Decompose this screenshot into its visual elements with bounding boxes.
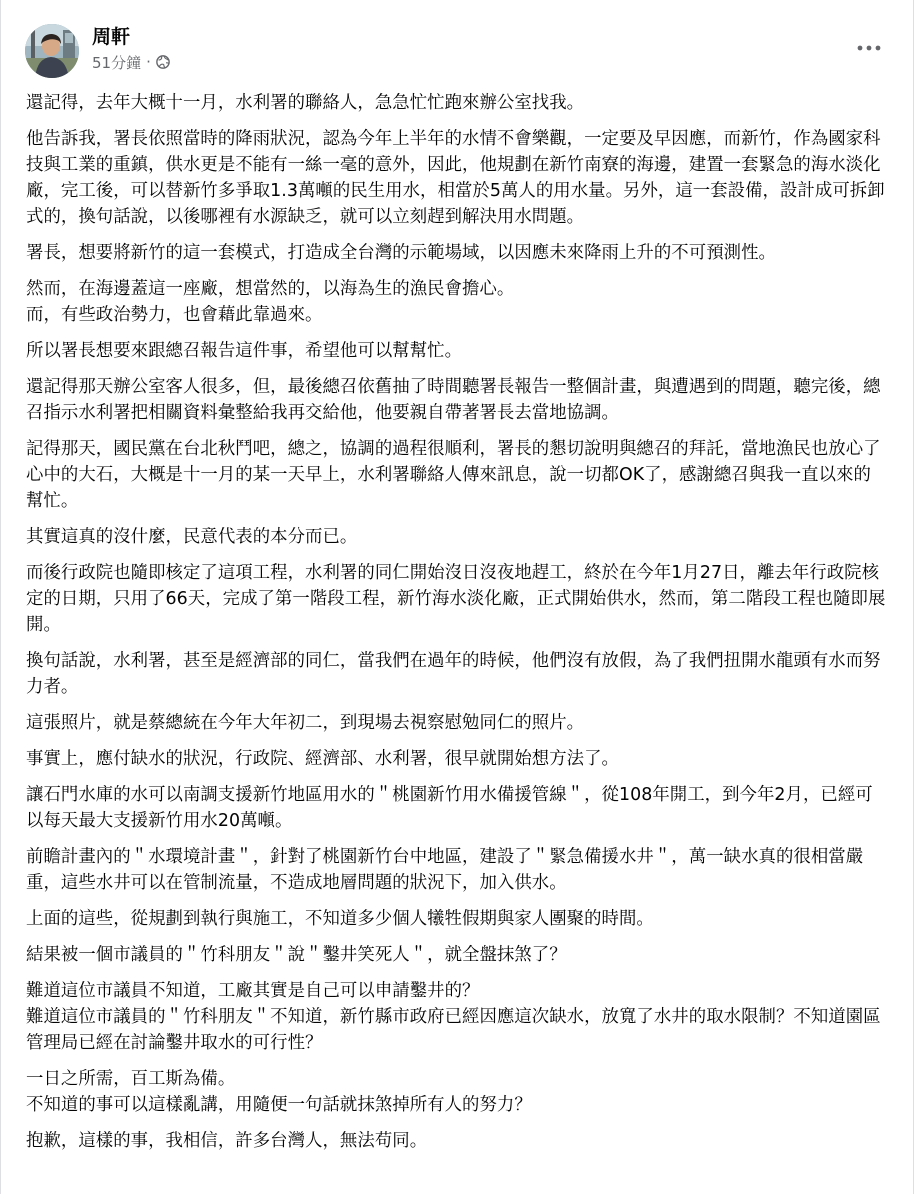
post-paragraph: 前瞻計畫內的＂水環境計畫＂，針對了桃園新竹台中地區，建設了＂緊急備援水井＂，萬一缺水真的很相當嚴重，這些水井可以在管制流量，不造成地層問題的狀況下，加入供水。 [26, 847, 864, 893]
post-paragraph: 換句話說，水利署，甚至是經濟部的同仁，當我們在過年的時候，他們沒有放假，為了我們扭開水龍頭有水而努力者。 [26, 651, 881, 697]
post-paragraph: 讓石門水庫的水可以南調支援新竹地區用水的＂桃園新竹用水備援管線＂，從108年開工，到今年2月，已經可以每天最大支援新竹用水20萬噸。 [26, 785, 873, 831]
post-paragraph: 難道這位市議員不知道，工廠其實是自己可以申請鑿井的？ 難道這位市議員的＂竹科朋友＂不知道，新竹縣市政府已經因應這次缺水，放寬了水井的取水限制？不知道園區管理局已經在討論鑿井取水的可行性？ [26, 981, 881, 1053]
post-paragraph: 其實這真的沒什麼，民意代表的本分而已。 [26, 527, 358, 547]
post-paragraph: 還記得，去年大概十一月，水利署的聯絡人，急急忙忙跑來辦公室找我。 [26, 93, 585, 113]
post-paragraph: 署長，想要將新竹的這一套模式，打造成全台灣的示範場域，以因應未來降雨上升的不可預測性。 [26, 243, 776, 263]
post-paragraph: 抱歉，這樣的事，我相信，許多台灣人，無法苟同。 [26, 1131, 428, 1151]
post-header [1, 0, 913, 88]
post-paragraph: 一日之所需，百工斯為備。 不知道的事可以這樣亂講，用隨便一句話就抹煞掉所有人的努力？ [26, 1069, 532, 1115]
post-meta [92, 52, 170, 72]
avatar[interactable] [25, 24, 79, 78]
post-paragraph: 記得那天，國民黨在台北秋鬥吧，總之，協調的過程很順利，署長的懇切說明與總召的拜託，當地漁民也放心了心中的大石，大概是十一月的某一天早上，水利署聯絡人傳來訊息，說一切都OK了，感謝總召與我一直以來的幫忙。 [26, 439, 881, 511]
post-paragraph: 結果被一個市議員的＂竹科朋友＂說＂鑿井笑死人＂，就全盤抹煞了？ [26, 945, 567, 965]
post-paragraph: 事實上，應付缺水的狀況，行政院、經濟部、水利署，很早就開始想方法了。 [26, 749, 619, 769]
avatar-photo [25, 24, 79, 78]
post-paragraph: 而後行政院也隨即核定了這項工程，水利署的同仁開始沒日沒夜地趕工，終於在今年1月27日，離去年行政院核定的日期，只用了66天，完成了第一階段工程，新竹海水淡化廠，正式開始供水，然而，第二階段工程也隨即展開。 [26, 563, 886, 635]
post-paragraph: 他告訴我，署長依照當時的降雨狀況，認為今年上半年的水情不會樂觀，一定要及早因應，而新竹，作為國家科技與工業的重鎮，供水更是不能有一絲一毫的意外，因此，他規劃在新竹南寮的海邊，建置一套緊急的海水淡化廠，完工後，可以替新竹多爭取1.3萬噸的民生用水，相當於5萬人的用水量。另外，這一套設備，設計成可拆卸式的，換句話說，以後哪裡有水源缺乏，就可以立刻趕到解決用水問題。 [26, 129, 885, 227]
post-paragraph: 所以署長想要來跟總召報告這件事，希望他可以幫幫忙。 [26, 341, 463, 361]
more-options-button[interactable] [851, 30, 887, 66]
post-paragraph: 還記得那天辦公室客人很多，但，最後總召依舊抽了時間聽署長報告一整個計畫，與遭遇到的問題，聽完後，總召指示水利署把相關資料彙整給我再交給他，他要親自帶著署長去當地協調。 [26, 377, 881, 423]
post-paragraph: 這張照片，就是蔡總統在今年大年初二，到現場去視察慰勉同仁的照片。 [26, 713, 585, 733]
post-body [26, 90, 888, 1164]
globe-icon[interactable] [156, 55, 170, 69]
author-name[interactable]: 周軒 [92, 26, 131, 48]
post-timestamp[interactable]: 51分鐘 [92, 53, 142, 72]
meta-separator: · [146, 53, 151, 71]
post-paragraph: 然而，在海邊蓋這一座廠，想當然的，以海為生的漁民會擔心。 而，有些政治勢力，也會藉此靠過來。 [26, 279, 515, 325]
more-options-icon [857, 45, 881, 51]
post-paragraph: 上面的這些，從規劃到執行與施工，不知道多少個人犧牲假期與家人團聚的時間。 [26, 909, 654, 929]
